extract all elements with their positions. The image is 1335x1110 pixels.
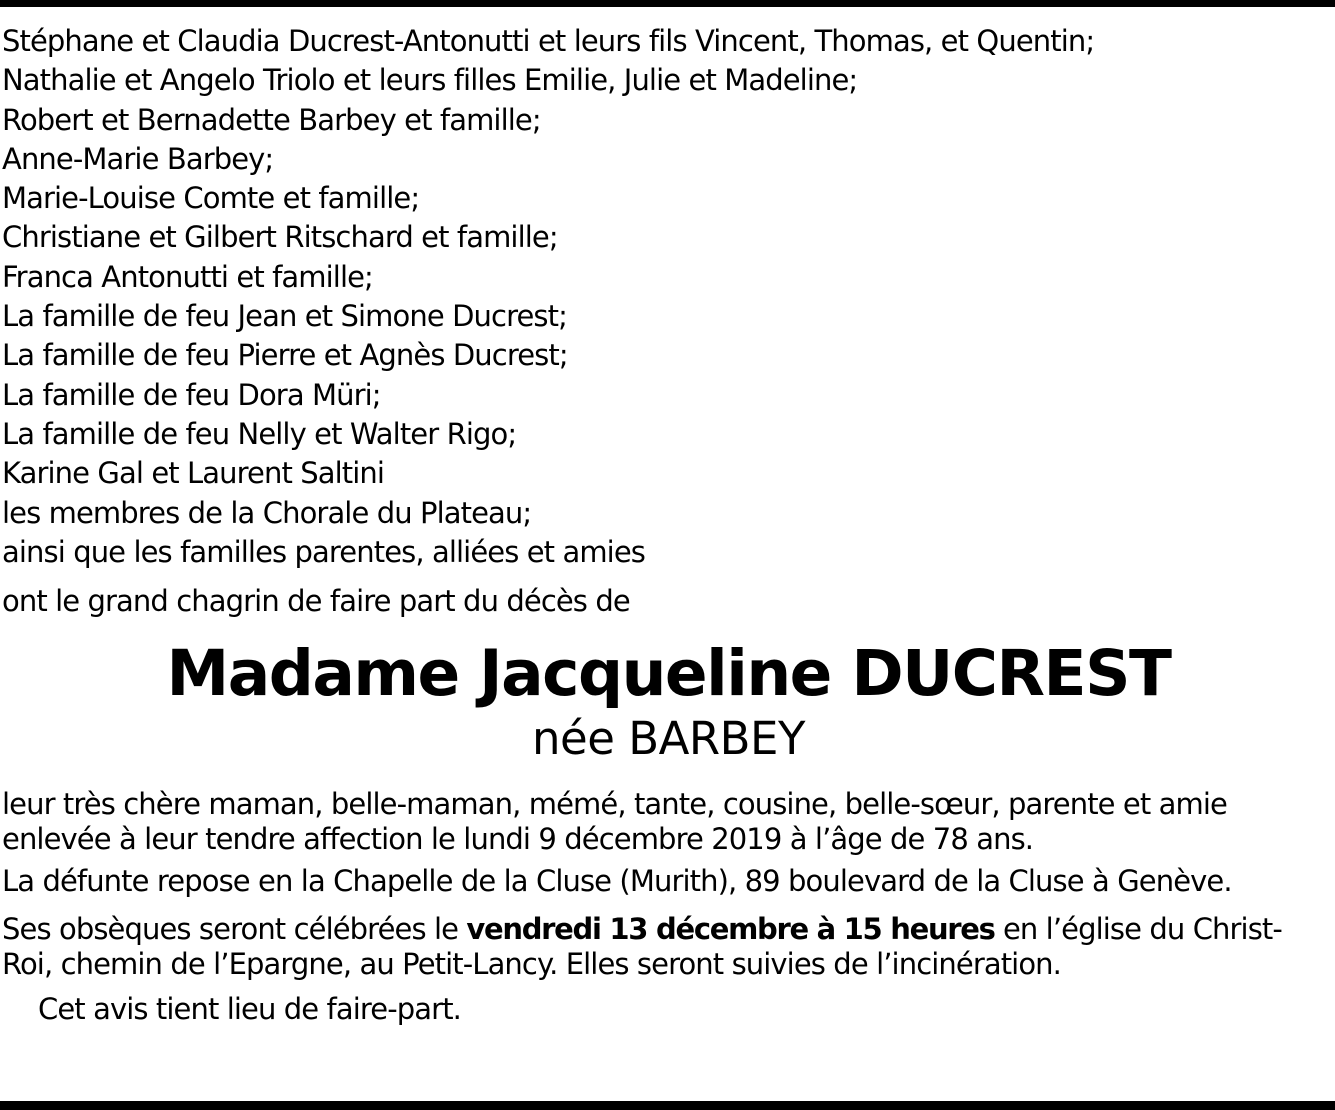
family-list — [2, 22, 1335, 572]
family-line: Franca Antonutti et famille; — [2, 259, 373, 294]
obituary-notice — [2, 22, 1335, 1027]
family-line: Stéphane et Claudia Ducrest-Antonutti et leurs fils Vincent, Thomas, et Quentin; — [2, 24, 1095, 58]
funeral-paragraph — [2, 912, 1335, 982]
funeral-location-line: Roi, chemin de l’Epargne, au Petit-Lancy. Elles seront suivies de l’incinération. — [2, 947, 1061, 982]
repose-paragraph: La défunte repose en la Chapelle de la Cluse (Murith), 89 boulevard de la Cluse à Genève. — [2, 864, 1232, 899]
family-line: Nathalie et Angelo Triolo et leurs filles Emilie, Julie et Madeline; — [2, 63, 858, 98]
maiden-name: née BARBEY — [532, 712, 805, 766]
top-rule — [0, 0, 1335, 7]
family-line: Robert et Bernadette Barbey et famille; — [2, 102, 541, 137]
family-line: Anne-Marie Barbey; — [2, 141, 274, 176]
family-line: La famille de feu Jean et Simone Ducrest; — [2, 299, 567, 334]
deceased-name: Madame Jacqueline DUCREST — [166, 637, 1171, 711]
family-line: Karine Gal et Laurent Saltini — [2, 456, 385, 491]
family-line: Christiane et Gilbert Ritschard et famille; — [2, 220, 558, 255]
death-date-line: enlevée à leur tendre affection le lundi 9 décembre 2019 à l’âge de 78 ans. — [2, 822, 1034, 857]
family-line: La famille de feu Nelly et Walter Rigo; — [2, 416, 517, 451]
funeral-text-before: Ses obsèques seront célébrées le — [2, 912, 467, 947]
family-line: ainsi que les familles parentes, alliées et amies — [2, 534, 645, 569]
family-line: Marie-Louise Comte et famille; — [2, 181, 420, 216]
funeral-line — [2, 912, 1335, 947]
relation-line: leur très chère maman, belle-maman, mémé, tante, cousine, belle-sœur, parente et amie — [2, 787, 1227, 822]
family-line: les membres de la Chorale du Plateau; — [2, 495, 532, 530]
closing-note: Cet avis tient lieu de faire-part. — [38, 992, 461, 1027]
funeral-text-after: en l’église du Christ- — [994, 912, 1282, 947]
family-line: La famille de feu Pierre et Agnès Ducrest; — [2, 338, 568, 373]
bottom-rule — [0, 1101, 1335, 1110]
announcement-intro: ont le grand chagrin de faire part du décès de — [2, 584, 630, 619]
relation-paragraph — [2, 787, 1335, 857]
funeral-date-time: vendredi 13 décembre à 15 heures — [466, 912, 995, 947]
family-line: La famille de feu Dora Müri; — [2, 377, 381, 412]
